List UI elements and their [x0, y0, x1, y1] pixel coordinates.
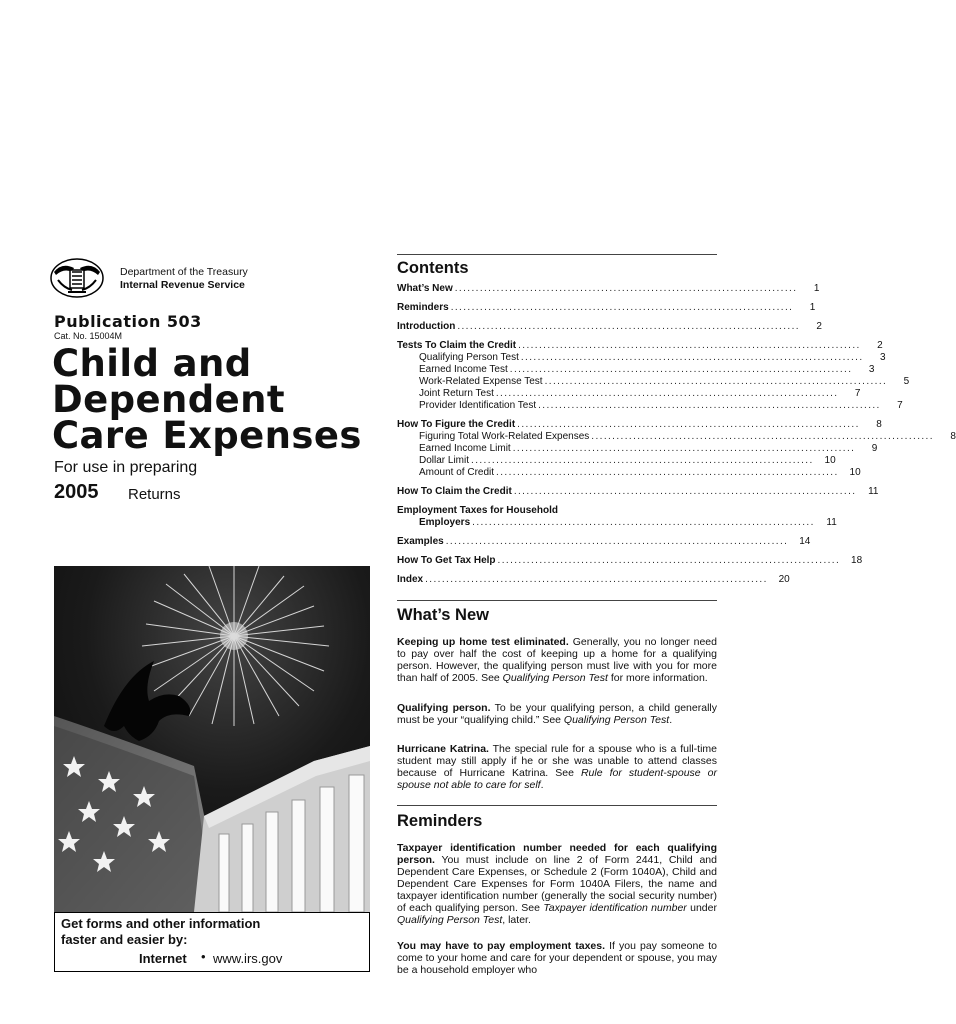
- paragraph-text: If you pay someone to come to your home and care for your dependent or spouse, you may be a household employer who: [397, 940, 717, 976]
- paragraph-text: for more information.: [607, 672, 708, 684]
- reminders-paragraph-2: [397, 940, 717, 976]
- paragraph-lead: Qualifying person.: [397, 702, 491, 714]
- toc-item-label: Qualifying Person Test: [419, 352, 519, 363]
- toc-item-tests-to-claim[interactable]: Tests To Claim the Credit .................................................................................. 2: [397, 340, 883, 351]
- toc-item-qualifying-person-test[interactable]: Qualifying Person Test .................................................................................. 3: [397, 352, 717, 365]
- toc-item-how-to-figure[interactable]: How To Figure the Credit .................................................................................. 8: [397, 419, 882, 430]
- tax-year: 2005: [54, 481, 99, 503]
- whats-new-paragraph-3: [397, 743, 717, 791]
- toc-page-number: 9: [871, 443, 878, 454]
- paragraph-lead: Keeping up home test eliminated.: [397, 636, 569, 648]
- toc-page-number: 8: [950, 431, 956, 442]
- toc-item-how-to-get-help[interactable]: How To Get Tax Help .................................................................................. 18: [397, 555, 863, 566]
- paragraph-text: .: [540, 779, 544, 791]
- get-forms-line-1: Get forms and other information: [61, 916, 261, 931]
- toc-item-provider-identification-test[interactable]: Provider Identification Test .................................................................................. 7: [397, 400, 717, 413]
- toc-page-number: 3: [868, 364, 875, 375]
- toc-item-label: Employers: [419, 517, 471, 528]
- whats-new-paragraph-1: [397, 636, 717, 684]
- toc-item-label: Introduction: [397, 321, 456, 332]
- whats-new-rule: [397, 600, 717, 601]
- toc-item-label: Dollar Limit: [419, 455, 470, 466]
- toc-item-label: Examples: [397, 536, 444, 547]
- reminders-heading: Reminders: [397, 812, 483, 830]
- toc-page-number: 11: [868, 486, 879, 497]
- department-name: Department of the Treasury: [120, 266, 248, 278]
- cover-photo-fireworks-eagle-capitol: [54, 566, 370, 912]
- toc-page-number: 11: [826, 517, 837, 528]
- toc-page-number: 18: [851, 555, 863, 566]
- toc-page-number: 10: [849, 467, 861, 478]
- cross-reference: Qualifying Person Test: [397, 914, 503, 926]
- toc-item-label: Reminders: [397, 302, 449, 313]
- toc-page-number: 1: [813, 283, 820, 294]
- toc-item-label: How To Claim the Credit: [397, 486, 512, 497]
- returns-label: Returns: [128, 486, 181, 503]
- toc-item-figuring-total-expenses[interactable]: Figuring Total Work-Related Expenses .................................................................................. 8: [397, 431, 717, 444]
- toc-item-label: Figuring Total Work-Related Expenses: [419, 431, 590, 442]
- toc-item-earned-income-test[interactable]: Earned Income Test .................................................................................. 3: [397, 364, 717, 377]
- paragraph-lead: Hurricane Katrina.: [397, 743, 489, 755]
- whats-new-heading: What’s New: [397, 606, 489, 624]
- toc-item-whats-new[interactable]: What’s New .................................................................................. 1: [397, 283, 820, 294]
- paragraph-text: You must include on line 2 of Form 2441, Child and Dependent Care Expenses, or Schedule 2 (Form 1040A), Child and Dependent Care Expenses for Form 1040A Filers, the name and taxpayer identification number (generally the social security number) of each qualifying person. See: [397, 854, 717, 914]
- toc-item-label: Tests To Claim the Credit: [397, 340, 517, 351]
- toc-page-number: 10: [824, 455, 836, 466]
- title-line-1: Child and: [52, 342, 252, 385]
- toc-page-number: 2: [877, 340, 883, 351]
- toc-item-label: Amount of Credit: [419, 467, 495, 478]
- toc-item-how-to-claim[interactable]: How To Claim the Credit .................................................................................. 11: [397, 486, 879, 497]
- cross-reference: Qualifying Person Test: [563, 714, 670, 726]
- paragraph-text: , later.: [502, 914, 531, 926]
- paragraph-text: under: [686, 902, 717, 914]
- toc-item-label: How To Figure the Credit: [397, 419, 516, 430]
- paragraph-text: Generally, you no longer need to pay over half the cost of keeping up a home for a qualifying person. However, the qualifying person must live with you for more than half of 2005. See: [397, 636, 717, 684]
- toc-item-dollar-limit[interactable]: Dollar Limit .................................................................................. 10: [397, 455, 717, 468]
- toc-page-number: 7: [897, 400, 903, 411]
- toc-item-reminders[interactable]: Reminders .................................................................................. 1: [397, 302, 816, 313]
- toc-item-label: Provider Identification Test: [419, 400, 537, 411]
- toc-page-number: 14: [799, 536, 811, 547]
- toc-item-work-related-expense-test[interactable]: Work-Related Expense Test .................................................................................. 5: [397, 376, 717, 389]
- catalog-number: Cat. No. 15004M: [54, 331, 123, 341]
- paragraph-lead: Taxpayer identification number needed for each qualifying person.: [397, 842, 717, 866]
- toc-item-index[interactable]: Index .................................................................................. 20: [397, 574, 790, 585]
- toc-item-label: Index: [397, 574, 424, 585]
- for-use-text: For use in preparing: [54, 459, 198, 476]
- toc-item-label: Earned Income Limit: [419, 443, 511, 454]
- toc-item-introduction[interactable]: Introduction .................................................................................. 2: [397, 321, 822, 332]
- toc-item-joint-return-test[interactable]: Joint Return Test .................................................................................. 7: [397, 388, 717, 401]
- irs-eagle-logo-icon: [50, 258, 104, 298]
- toc-item-earned-income-limit[interactable]: Earned Income Limit .................................................................................. 9: [397, 443, 717, 456]
- cross-reference: Rule for student-spouse or spouse not able to care for self: [397, 767, 717, 791]
- service-name: Internal Revenue Service: [120, 279, 245, 291]
- toc-item-label: Employment Taxes for Household: [397, 505, 558, 516]
- toc-page-number: 5: [903, 376, 910, 387]
- title-line-2: Dependent: [52, 378, 285, 421]
- toc-item-label: Work-Related Expense Test: [419, 376, 543, 387]
- reminders-paragraph-1: [397, 842, 717, 926]
- toc-page-number: 1: [809, 302, 816, 313]
- toc-item-examples[interactable]: Examples .................................................................................. 14: [397, 536, 811, 547]
- publication-number: Publication 503: [54, 312, 202, 331]
- reminders-rule: [397, 805, 717, 806]
- paragraph-text: The special rule for a spouse who is a full-time student may still apply if he or she was unable to attend classes because of Hurricane Katrina. See: [397, 743, 717, 779]
- toc-page-number: 2: [816, 321, 822, 332]
- paragraph-lead: You may have to pay employment taxes.: [397, 940, 606, 952]
- contents-heading: Contents: [397, 259, 469, 277]
- toc-page-number: 20: [778, 574, 790, 585]
- toc-item-label: Joint Return Test: [419, 388, 494, 399]
- paragraph-text: To be your qualifying person, a child generally must be your “qualifying child.” See: [397, 702, 717, 726]
- toc-item-employers[interactable]: Employers .................................................................................. 11: [397, 517, 717, 530]
- whats-new-paragraph-2: [397, 702, 717, 726]
- title-line-3: Care Expenses: [52, 414, 362, 457]
- toc-item-label: How To Get Tax Help: [397, 555, 496, 566]
- bullet-icon: •: [201, 949, 206, 964]
- get-forms-line-2: faster and easier by:: [61, 932, 188, 947]
- toc-item-label: Earned Income Test: [419, 364, 508, 375]
- toc-page-number: 7: [854, 388, 861, 399]
- internet-label: Internet: [139, 951, 187, 966]
- toc-page-number: 3: [879, 352, 886, 363]
- paragraph-text: .: [669, 714, 673, 726]
- toc-item-label: What’s New: [397, 283, 453, 294]
- get-forms-box: [54, 912, 370, 972]
- cross-reference: Qualifying Person Test: [502, 672, 608, 684]
- contents-top-rule: [397, 254, 717, 255]
- toc-page-number: 8: [876, 419, 882, 430]
- toc-item-amount-of-credit[interactable]: Amount of Credit .................................................................................. 10: [397, 467, 717, 480]
- irs-website-link[interactable]: www.irs.gov: [213, 951, 283, 966]
- cross-reference: Taxpayer identification number: [543, 902, 687, 914]
